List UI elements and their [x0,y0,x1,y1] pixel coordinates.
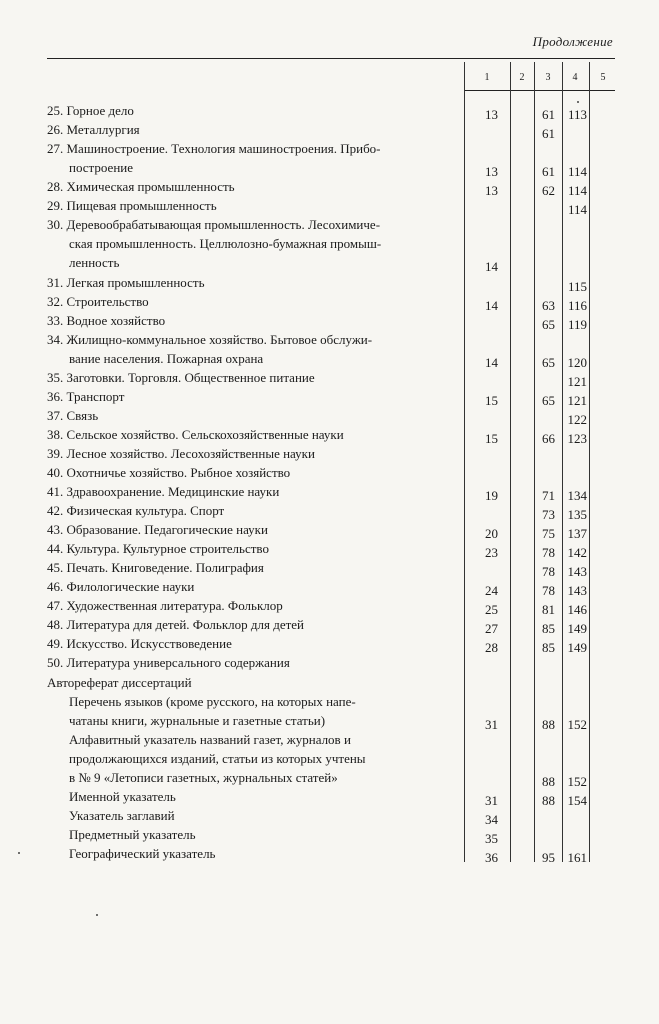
index-entry [47,445,459,463]
index-entry [47,102,459,120]
column-header: 1 [484,72,490,83]
index-entry [47,140,459,158]
index-entry [47,616,459,634]
page-number: 114 [567,183,587,198]
entry-text: продолжающихся изданий, статьи из которых учтены [69,751,366,766]
entry-text: 32. Строительство [47,294,149,309]
index-entry [47,559,459,577]
page-number: 24 [485,583,498,598]
entry-text: 38. Сельское хозяйство. Сельскохозяйственные науки [47,427,344,442]
index-entry [47,578,459,596]
entry-text: 42. Физическая культура. Спорт [47,503,225,518]
continuation-header: Продолжение [532,34,613,49]
page-number: 78 [542,545,555,560]
index-entry [69,807,481,825]
page-number: 114 [567,164,587,179]
entry-text: Географический указатель [69,846,216,861]
column-divider [510,62,511,862]
page-number: 14 [485,298,498,313]
index-entry [47,674,459,692]
entry-text: 33. Водное хозяйство [47,313,166,328]
page-number: 137 [567,526,587,541]
page-number: 62 [542,183,555,198]
index-entry [69,788,481,806]
index-entry [69,712,481,730]
entry-text: 49. Искусство. Искусствоведение [47,636,232,651]
index-entry [47,654,459,672]
scan-speck [18,852,20,854]
page-number: 31 [485,793,498,808]
entry-text: 41. Здравоохранение. Медицинские науки [47,484,280,499]
page-number: 152 [567,717,587,732]
index-entry [47,274,459,292]
index-entry [47,407,459,425]
page-number: 73 [542,507,555,522]
page-number: 116 [567,298,587,313]
page-number: 122 [567,412,587,427]
page-number: 13 [485,164,498,179]
index-entry [69,159,481,177]
entry-text: чатаны книги, журнальные и газетные статьи) [69,713,326,728]
entry-text: 31. Легкая промышленность [47,275,205,290]
column-header-rule [464,90,615,91]
index-entry [69,235,481,253]
page-number: 121 [567,393,587,408]
index-entry [69,693,481,711]
page-number: 35 [485,831,498,846]
page-number: 66 [542,431,555,446]
column-header: 3 [545,72,551,83]
page-number: 143 [567,583,587,598]
page-number: 85 [542,640,555,655]
page-number: 81 [542,602,555,617]
scan-speck [577,101,579,103]
index-entry [47,635,459,653]
page-number: 75 [542,526,555,541]
entry-text: построение [69,160,134,175]
entry-text: Указатель заглавий [69,808,175,823]
page-number: 123 [567,431,587,446]
page-number: 146 [567,602,587,617]
page-number: 119 [567,317,587,332]
page-number: 34 [485,812,498,827]
entry-text: 43. Образование. Педагогические науки [47,522,268,537]
page-number: 23 [485,545,498,560]
entry-text: Предметный указатель [69,827,196,842]
page-number: 88 [542,717,555,732]
page-number: 20 [485,526,498,541]
index-entry [47,521,459,539]
entry-text: 45. Печать. Книговедение. Полиграфия [47,560,264,575]
page-number: 143 [567,564,587,579]
index-entry [69,750,481,768]
index-entry [47,502,459,520]
index-entry [47,331,459,349]
index-entry [69,731,481,749]
page-number: 25 [485,602,498,617]
entry-text: 26. Металлургия [47,122,140,137]
index-entry [47,197,459,215]
page-number: 121 [567,374,587,389]
entry-text: 44. Культура. Культурное строительство [47,541,269,556]
entry-text: 25. Горное дело [47,103,134,118]
page-number: 152 [567,774,587,789]
entry-text: в № 9 «Летописи газетных, журнальных статей» [69,770,338,785]
index-entry [69,769,481,787]
entry-text: Алфавитный указатель названий газет, журналов и [69,732,351,747]
page-number: 95 [542,850,555,865]
index-entry [47,121,459,139]
column-header: 5 [600,72,606,83]
column-divider [589,62,590,862]
entry-text: 46. Филологические науки [47,579,195,594]
page-number: 15 [485,393,498,408]
index-entry [47,178,459,196]
entry-text: 34. Жилищно-коммунальное хозяйство. Бытовое обслужи- [47,332,373,347]
page-number: 15 [485,431,498,446]
entry-text: 36. Транспорт [47,389,125,404]
page-number: 161 [567,850,587,865]
entry-text: вание населения. Пожарная охрана [69,351,264,366]
index-entry [47,369,459,387]
index-entry [69,826,481,844]
entry-text: ленность [69,255,120,270]
entry-text: Именной указатель [69,789,176,804]
index-entry [47,483,459,501]
page-number: 65 [542,317,555,332]
page-number: 63 [542,298,555,313]
page-number: 149 [567,640,587,655]
entry-text: 28. Химическая промышленность [47,179,235,194]
page-number: 71 [542,488,555,503]
page-number: 28 [485,640,498,655]
index-entry [47,426,459,444]
page-number: 120 [567,355,587,370]
page-number: 31 [485,717,498,732]
index-entry [47,293,459,311]
column-header: 4 [572,72,578,83]
index-entry [47,388,459,406]
entry-text: 35. Заготовки. Торговля. Общественное питание [47,370,315,385]
entry-text: 37. Связь [47,408,99,423]
entry-text: 29. Пищевая промышленность [47,198,217,213]
entry-text: Автореферат диссертаций [47,675,192,690]
page-number: 149 [567,621,587,636]
page-number: 13 [485,183,498,198]
page-number: 19 [485,488,498,503]
entry-text: 39. Лесное хозяйство. Лесохозяйственные науки [47,446,315,461]
entry-text: 50. Литература универсального содержания [47,655,290,670]
page-number: 61 [542,107,555,122]
entry-text: 48. Литература для детей. Фольклор для детей [47,617,305,632]
page-number: 14 [485,355,498,370]
page-number: 27 [485,621,498,636]
index-entry [47,597,459,615]
page-number: 85 [542,621,555,636]
page-number: 142 [567,545,587,560]
page-number: 88 [542,793,555,808]
page-number: 113 [567,107,587,122]
page-number: 61 [542,126,555,141]
page-number: 78 [542,564,555,579]
page-number: 154 [567,793,587,808]
column-header: 2 [519,72,525,83]
entry-text: 47. Художественная литература. Фольклор [47,598,283,613]
page-number: 36 [485,850,498,865]
index-entry [69,350,481,368]
entry-text: 30. Деревообрабатывающая промышленность. Лесохимиче- [47,217,381,232]
page-number: 65 [542,393,555,408]
page-number: 115 [567,279,587,294]
index-entry [69,845,481,863]
page-number: 65 [542,355,555,370]
page-number: 78 [542,583,555,598]
index-entry [69,254,481,272]
index-entry [47,540,459,558]
page-number: 114 [567,202,587,217]
page-number: 134 [567,488,587,503]
page-number: 135 [567,507,587,522]
page-number: 61 [542,164,555,179]
scan-speck [96,914,98,916]
index-entry [47,464,459,482]
page-number: 14 [485,259,498,274]
page-number: 13 [485,107,498,122]
entry-text: 40. Охотничье хозяйство. Рыбное хозяйство [47,465,291,480]
top-rule [47,58,615,59]
entry-text: Перечень языков (кроме русского, на которых напе- [69,694,356,709]
entry-text: ская промышленность. Целлюлозно-бумажная промыш- [69,236,382,251]
index-entry [47,312,459,330]
index-entry [47,216,459,234]
page-number: 88 [542,774,555,789]
entry-text: 27. Машиностроение. Технология машиностроения. Прибо- [47,141,381,156]
